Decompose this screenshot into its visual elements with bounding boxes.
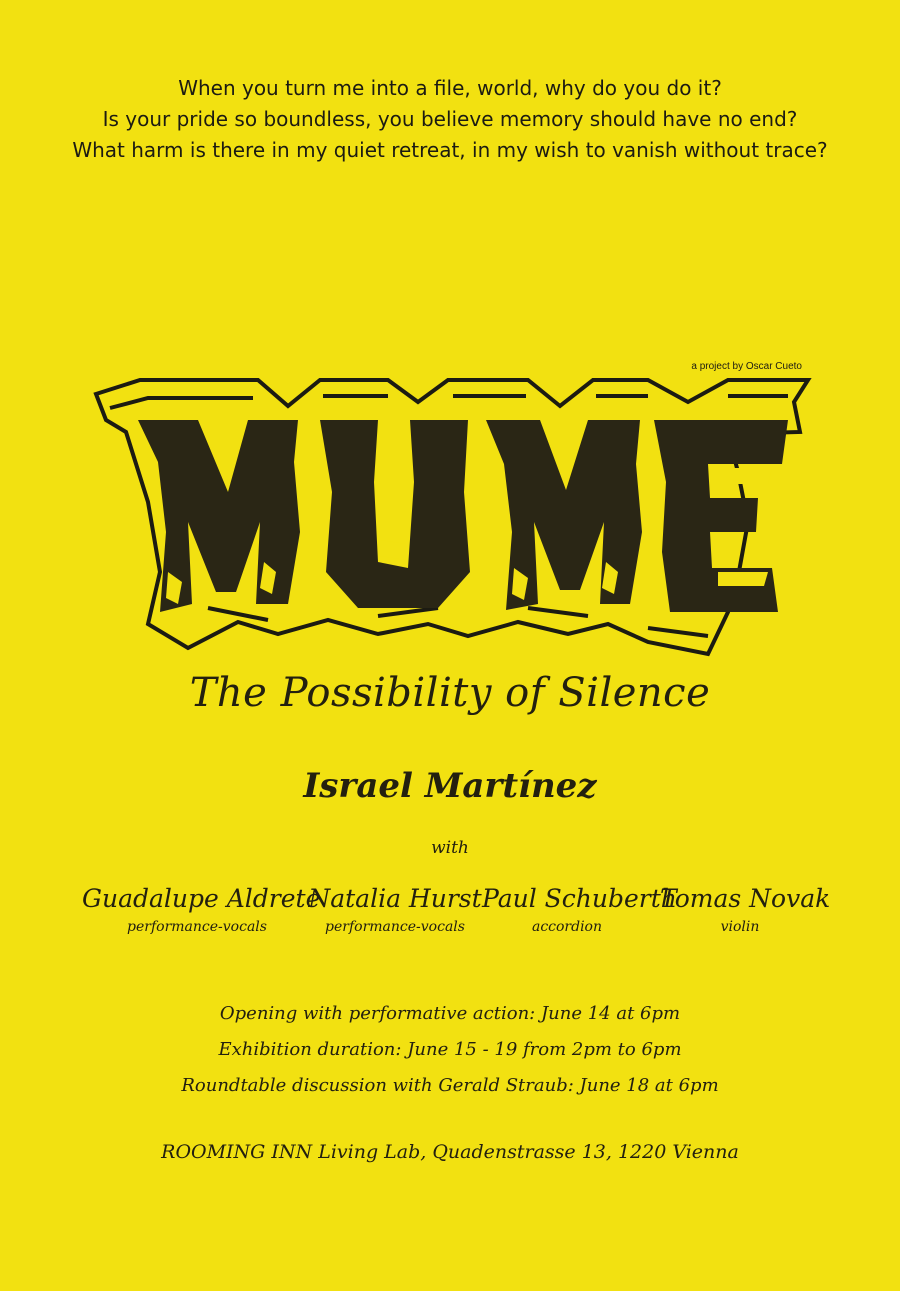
logo-cut — [718, 468, 772, 484]
poem — [0, 73, 900, 166]
performer-role: violin — [720, 919, 760, 935]
logo-cut — [380, 540, 406, 560]
logo-inner-line — [648, 628, 708, 636]
logo-cut — [718, 572, 768, 586]
performer-role: performance-vocals — [127, 919, 267, 935]
logo-inner-line — [110, 398, 253, 408]
poem-line: What harm is there in my quiet retreat, in my wish to vanish without trace? — [72, 138, 828, 162]
performer — [82, 882, 321, 938]
performer — [306, 882, 484, 938]
mume-logo — [88, 372, 818, 662]
performer — [660, 882, 831, 938]
logo-letter-u — [320, 420, 470, 608]
performer-name: Natalia Hurst — [308, 884, 482, 913]
logo-inner-line — [208, 608, 268, 620]
venue-address: ROOMING INN Living Lab, Quadenstrasse 13, 1220 Vienna — [161, 1141, 739, 1163]
performer-role: accordion — [531, 919, 603, 935]
project-credit: a project by Oscar Cueto — [691, 361, 802, 372]
with-label: with — [431, 838, 469, 858]
performer-name: Guadalupe Aldrete — [82, 884, 321, 913]
performer-name: Tomas Novak — [660, 884, 831, 913]
poem-line: Is your pride so boundless, you believe memory should have no end? — [102, 107, 798, 131]
logo-inner-line — [378, 608, 438, 616]
event-schedule — [0, 996, 900, 1104]
performers-list — [0, 882, 900, 952]
logo-inner-line — [528, 608, 588, 616]
artist-name: Israel Martínez — [303, 766, 597, 806]
mume-logo-graphic — [88, 372, 818, 662]
logo-letter-m — [138, 420, 300, 612]
logo-letter-m2 — [486, 420, 642, 610]
event-line: Opening with performative action: June 14 at 6pm — [219, 1003, 681, 1024]
exhibition-title: The Possibility of Silence — [189, 670, 711, 716]
poem-line: When you turn me into a file, world, why do you do it? — [178, 76, 722, 100]
performer-role: performance-vocals — [325, 919, 465, 935]
performer-name: Paul Schuberth — [482, 884, 677, 913]
performer — [482, 882, 677, 938]
event-line: Roundtable discussion with Gerald Straub: June 18 at 6pm — [181, 1075, 719, 1096]
event-line: Exhibition duration: June 15 - 19 from 2pm to 6pm — [218, 1039, 682, 1060]
